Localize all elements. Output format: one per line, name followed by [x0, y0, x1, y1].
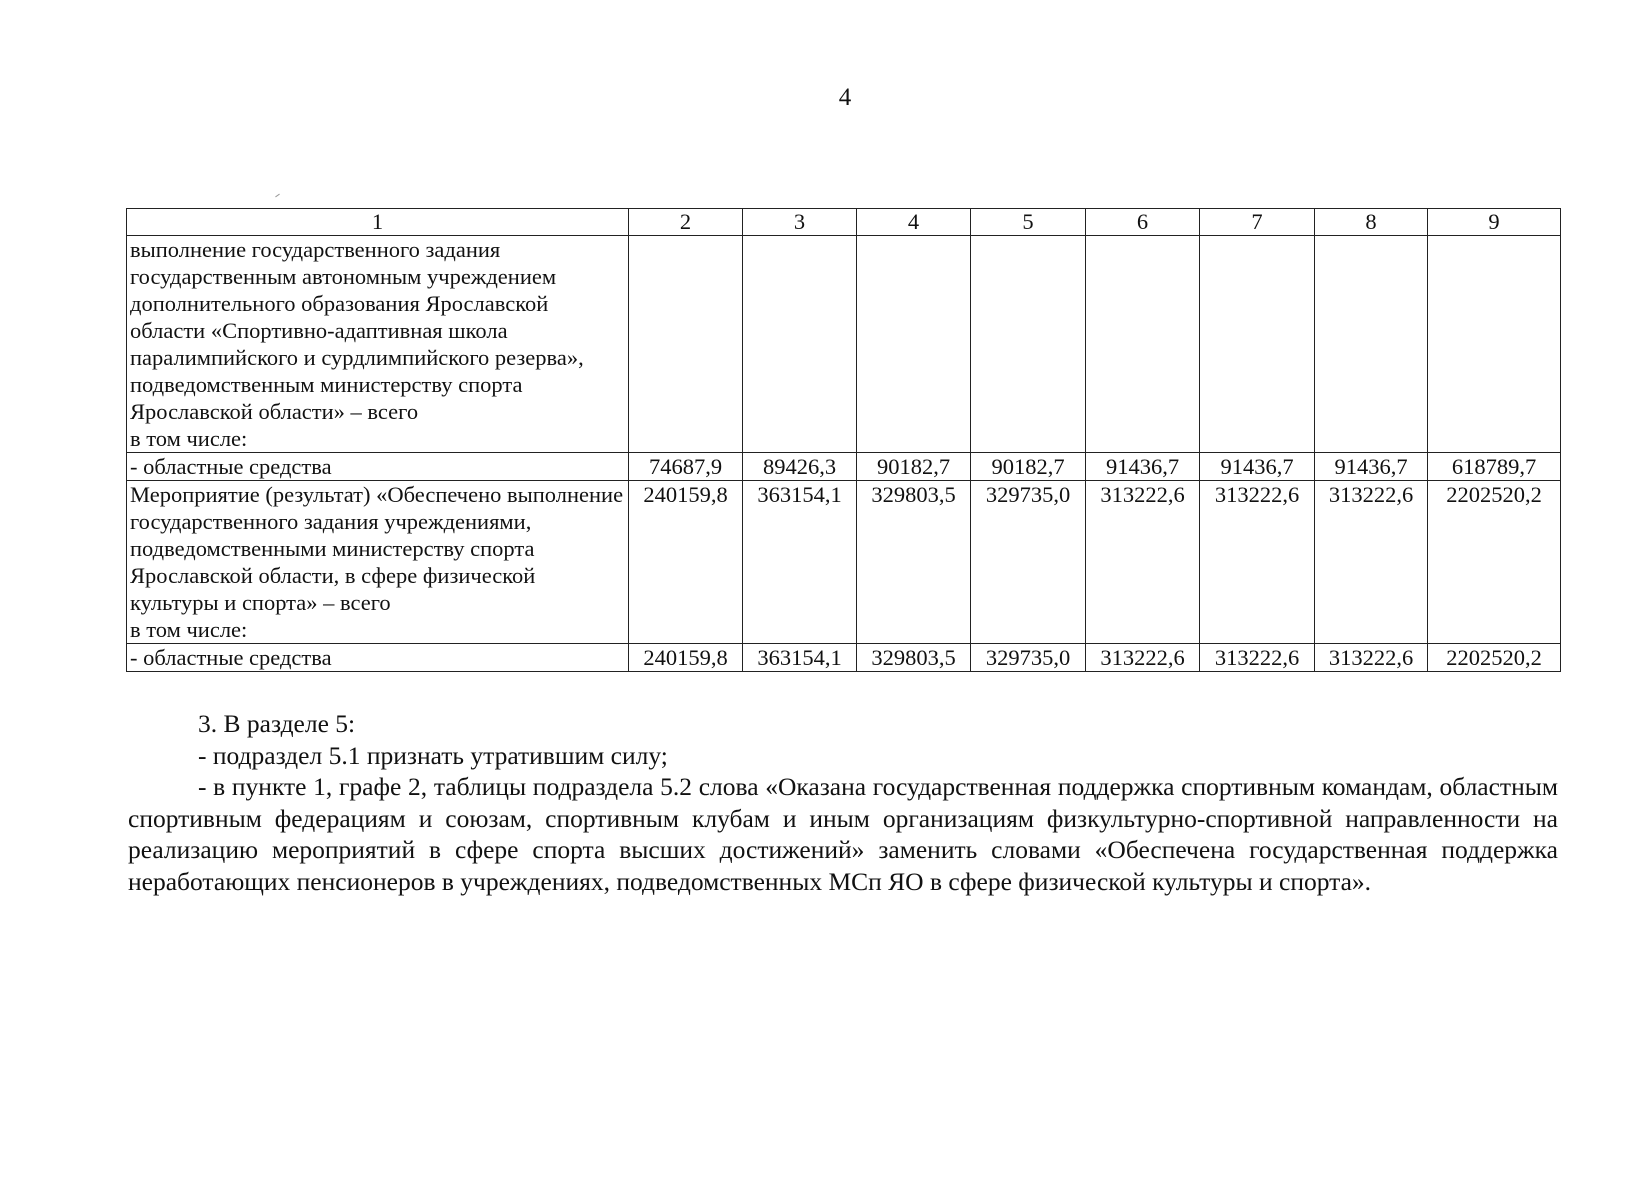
- column-header: 3: [743, 209, 857, 236]
- value-cell: 329735,0: [971, 481, 1086, 644]
- value-cell: 240159,8: [629, 644, 743, 672]
- value-cell: 91436,7: [1086, 453, 1200, 481]
- value-cell: 2202520,2: [1428, 481, 1561, 644]
- value-cell: 74687,9: [629, 453, 743, 481]
- value-cell: 313222,6: [1200, 644, 1315, 672]
- row-label: - областные средства: [127, 644, 629, 672]
- table-row: [127, 236, 1561, 453]
- column-header: 8: [1315, 209, 1428, 236]
- row-sublabel: в том числе:: [130, 426, 248, 451]
- column-header: 4: [857, 209, 971, 236]
- body-text: [128, 708, 1558, 897]
- value-cell: 91436,7: [1200, 453, 1315, 481]
- value-cell: 618789,7: [1428, 453, 1561, 481]
- row-label: Мероприятие (результат) «Обеспечено выполнение государственного задания учреждениями, подведомственными министерству спорта Ярославской области, в сфере физической культуры и спорта» – всего: [130, 482, 624, 615]
- row-label: выполнение государственного задания государственным автономным учреждением дополнительного образования Ярославской области «Спортивно-адаптивная школа паралимпийского и сурдлимпийского резерва», подведомственным министерству спорта Ярославской области» – всего: [130, 237, 584, 424]
- value-cell: [629, 236, 743, 453]
- value-cell: [1200, 236, 1315, 453]
- value-cell: [857, 236, 971, 453]
- value-cell: [743, 236, 857, 453]
- value-cell: 329735,0: [971, 644, 1086, 672]
- value-cell: 240159,8: [629, 481, 743, 644]
- row-label-cell: [127, 481, 629, 644]
- column-header: 1: [127, 209, 629, 236]
- column-header: 6: [1086, 209, 1200, 236]
- stray-mark: [275, 194, 280, 198]
- paragraph: - в пункте 1, графе 2, таблицы подраздела 5.2 слова «Оказана государственная поддержка спортивным командам, областным спортивным федерациям и союзам, спортивным клубам и иным организациям физкультурно-спортивной направленности на реализацию мероприятий в сфере спорта высших достижений» заменить словами «Обеспечена государственная поддержка неработающих пенсионеров в учреждениях, подведомственных МСп ЯО в сфере физической культуры и спорта».: [128, 772, 1558, 896]
- column-header: 7: [1200, 209, 1315, 236]
- value-cell: 90182,7: [971, 453, 1086, 481]
- table-row: [127, 644, 1561, 672]
- table-row: [127, 481, 1561, 644]
- value-cell: 91436,7: [1315, 453, 1428, 481]
- value-cell: 313222,6: [1315, 644, 1428, 672]
- value-cell: [1315, 236, 1428, 453]
- value-cell: [971, 236, 1086, 453]
- table-row: [127, 453, 1561, 481]
- page-number: 4: [838, 84, 852, 111]
- value-cell: [1086, 236, 1200, 453]
- value-cell: 2202520,2: [1428, 644, 1561, 672]
- value-cell: 313222,6: [1200, 481, 1315, 644]
- data-table: [126, 208, 1561, 672]
- value-cell: 89426,3: [743, 453, 857, 481]
- row-sublabel: в том числе:: [130, 617, 248, 642]
- row-label-cell: [127, 236, 629, 453]
- table-header-row: [127, 209, 1561, 236]
- value-cell: [1428, 236, 1561, 453]
- value-cell: 363154,1: [743, 644, 857, 672]
- column-header: 5: [971, 209, 1086, 236]
- value-cell: 313222,6: [1086, 481, 1200, 644]
- column-header: 9: [1428, 209, 1561, 236]
- value-cell: 329803,5: [857, 644, 971, 672]
- column-header: 2: [629, 209, 743, 236]
- value-cell: 313222,6: [1315, 481, 1428, 644]
- value-cell: 329803,5: [857, 481, 971, 644]
- paragraph: 3. В разделе 5:: [198, 709, 356, 738]
- value-cell: 313222,6: [1086, 644, 1200, 672]
- value-cell: 90182,7: [857, 453, 971, 481]
- value-cell: 363154,1: [743, 481, 857, 644]
- paragraph: - подраздел 5.1 признать утратившим силу;: [198, 740, 668, 770]
- row-label: - областные средства: [127, 453, 629, 481]
